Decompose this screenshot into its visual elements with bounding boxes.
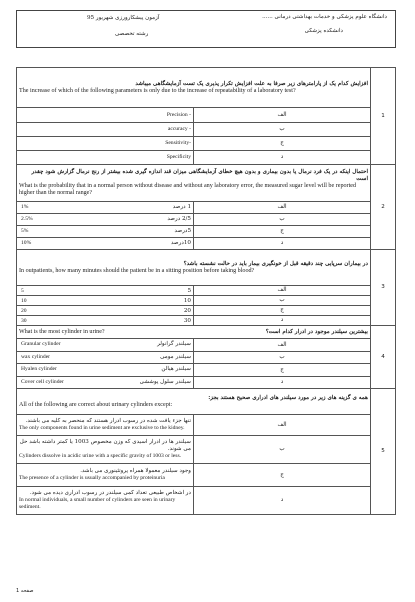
option-row[interactable] <box>17 108 396 123</box>
option-text-fa: سیلندر سلول پوششی <box>139 379 191 385</box>
option-text-cell <box>17 214 194 226</box>
option-letter: ج <box>194 464 371 487</box>
question-row <box>17 68 396 108</box>
option-letter: الف <box>194 415 371 436</box>
option-text-cell <box>17 377 194 389</box>
option-letter: ج <box>194 137 371 151</box>
option-text-fa: سیلندر هیالن <box>161 366 191 372</box>
option-letter: ج <box>194 364 371 377</box>
question-number: 3 <box>371 250 396 326</box>
option-text-en: Granular cylinder <box>21 341 61 347</box>
option-text-cell <box>17 352 194 364</box>
option-text-fa: وجود سیلندر معمولا همراه پروتئینوری می باشد. <box>80 468 191 474</box>
option-text-en: wax cylinder <box>21 354 51 360</box>
option-letter: ب <box>194 436 371 464</box>
option-text-fa: 20 <box>183 308 191 314</box>
option-text-fa: 10درصد <box>170 240 191 246</box>
option-text-fa: 2/5 درصد <box>167 216 191 222</box>
option-text-fa: سیلندر گرانولر <box>157 341 191 347</box>
option-row[interactable] <box>17 226 396 238</box>
option-row[interactable] <box>17 123 396 137</box>
option-text-en: 10% <box>21 240 32 246</box>
option-letter: د <box>194 238 371 250</box>
option-text-fa: در اشخاص طبیعی تعداد کمی سیلندر در رسوب ادراری دیده می شود. <box>29 490 191 496</box>
option-text-fa: تنها جزء یافت شده در رسوب ادرار هستند که منحصر به کلیه می باشند. <box>25 418 191 424</box>
option-row[interactable] <box>17 306 396 316</box>
option-text-en: Cover cell cylinder <box>21 379 64 385</box>
option-text-cell <box>17 436 194 464</box>
option-text-en: 30 <box>21 318 27 324</box>
option-text-cell <box>17 464 194 487</box>
option-text-en: 5 <box>21 288 24 294</box>
question-stem <box>17 389 371 415</box>
option-row[interactable] <box>17 352 396 364</box>
option-letter: د <box>194 487 371 515</box>
option-row[interactable] <box>17 436 396 464</box>
option-letter: ب <box>194 296 371 306</box>
option-text-cell <box>17 364 194 377</box>
option-row[interactable] <box>17 214 396 226</box>
option-letter: ج <box>194 226 371 238</box>
question-stem <box>17 250 371 286</box>
option-row[interactable] <box>17 364 396 377</box>
option-row[interactable] <box>17 316 396 326</box>
option-text-fa: 30 <box>183 318 191 324</box>
option-text: Specificity <box>166 154 191 160</box>
option-text-cell <box>17 339 194 352</box>
option-text-cell <box>17 238 194 250</box>
question-number: 2 <box>371 165 396 250</box>
question-row <box>17 326 396 339</box>
question-stem <box>17 68 371 108</box>
option-text-cell <box>17 202 194 214</box>
question-text-fa: افزایش کدام یک از پارامترهای زیر صرفا به علت افزایش تکرار پذیری یک تست آزمایشگاهی میباشد <box>135 80 368 87</box>
option-letter: ب <box>194 352 371 364</box>
exam-field: رشته تخصصی <box>115 31 149 37</box>
option-letter: ب <box>194 123 371 137</box>
option-text-en: The presence of a cylinder is usually accompanied by proteinuria <box>19 475 165 481</box>
question-row <box>17 250 396 286</box>
option-row[interactable] <box>17 202 396 214</box>
option-text-cell <box>17 487 194 515</box>
option-text: Precision - <box>166 111 191 118</box>
question-text-en: All of the following are correct about urinary cylinders except: <box>19 401 173 408</box>
question-row <box>17 389 396 415</box>
option-letter: د <box>194 151 371 165</box>
page-number: صفحه 1 <box>16 588 34 594</box>
exam-header <box>16 10 396 48</box>
option-letter: د <box>194 377 371 389</box>
question-stem <box>17 165 371 202</box>
option-row[interactable] <box>17 464 396 487</box>
option-text-en: The only components found in urine sediment are exclusive to the kidney. <box>19 425 185 431</box>
option-row[interactable] <box>17 286 396 296</box>
option-text-en: 1% <box>21 204 29 210</box>
question-text-fa: در بیماران سرپایی چند دقیقه قبل از خونگیری بیمار باید در حالت نشسته باشد؟ <box>183 260 368 267</box>
option-text-en: In normal individuals, a small number of cylinders are seen in urinary sediment. <box>19 497 176 510</box>
option-text-en: 10 <box>21 298 27 304</box>
question-row <box>17 165 396 202</box>
option-row[interactable] <box>17 487 396 515</box>
questions-table <box>16 67 396 515</box>
question-number: 5 <box>371 389 396 515</box>
option-text-cell <box>17 306 194 316</box>
exam-title: آزمون پیشکارورزی شهریور 95 <box>87 15 160 21</box>
option-letter: الف <box>194 202 371 214</box>
option-text-fa: 10 <box>183 298 191 304</box>
option-text-cell <box>17 316 194 326</box>
option-text-cell <box>17 108 194 123</box>
option-text-cell <box>17 137 194 151</box>
option-text-en: 5% <box>21 228 29 234</box>
option-letter: ج <box>194 306 371 316</box>
university-name: دانشگاه علوم پزشکی و خدمات بهداشتی درمانی ...... <box>262 14 387 20</box>
option-text-cell <box>17 415 194 436</box>
option-text-cell <box>17 286 194 296</box>
option-text-fa: سیلندر مومی <box>160 354 191 360</box>
option-letter: ب <box>194 214 371 226</box>
question-text-fa: همه ی گزینه های زیر در مورد سیلندر های ادراری صحیح هستند بجز: <box>208 394 368 401</box>
faculty-name: دانشکده پزشکی <box>304 28 343 34</box>
question-stem <box>17 326 371 339</box>
option-text-en: Cylinders dissolve in acidic urine with a specific gravity of 1003 or less. <box>19 453 182 459</box>
option-text-fa: 1 درصد <box>172 204 191 210</box>
option-text-fa: 5درصد <box>174 228 191 234</box>
exam-page <box>16 10 396 585</box>
option-text-cell <box>17 123 194 137</box>
question-text-en: What is the probability that in a normal person without disease and without any laboratory error, the measured sugar level will be reported higher than the normal range? <box>19 183 357 196</box>
option-text: Sensitivity- <box>165 140 191 146</box>
option-text-fa: 5 <box>187 288 191 294</box>
option-text-en: 20 <box>21 308 27 314</box>
option-row[interactable] <box>17 296 396 306</box>
option-text: accuracy - <box>167 126 191 132</box>
option-row[interactable] <box>17 151 396 165</box>
option-letter: د <box>194 316 371 326</box>
option-text-en: Hyalen cylinder <box>21 366 57 372</box>
question-number: 4 <box>371 326 396 389</box>
question-text-fa: بیشترین سیلندر موجود در ادرار کدام است؟ <box>265 328 368 335</box>
question-text-en: The increase of which of the following parameters is only due to the increase of repeatability of a laboratory test? <box>19 87 296 94</box>
option-row[interactable] <box>17 238 396 250</box>
option-row[interactable] <box>17 137 396 151</box>
option-row[interactable] <box>17 415 396 436</box>
option-text-cell <box>17 296 194 306</box>
question-text-fa: احتمال اینکه در یک فرد نرمال یا بدون بیماری و بدون هیچ خطای آزمایشگاهی میزان قند اندازه گیری شده بیشتر از رنج نرمال گزارش شود چقدر است <box>31 169 368 182</box>
option-letter: الف <box>194 108 371 123</box>
option-letter: الف <box>194 339 371 352</box>
option-row[interactable] <box>17 339 396 352</box>
question-text-en: In outpatients, how many minutes should the patient be in a sitting position before taking blood? <box>19 267 255 274</box>
option-text-cell <box>17 151 194 165</box>
option-text-fa: سیلندر ها در ادرار اسیدی که وزن مخصوص 1003 یا کمتر داشته باشد حل می شوند. <box>19 439 191 452</box>
question-text-en: What is the most cylinder in urine? <box>19 328 105 335</box>
option-text-cell <box>17 226 194 238</box>
option-letter: الف <box>194 286 371 296</box>
option-row[interactable] <box>17 377 396 389</box>
question-number: 1 <box>371 68 396 165</box>
option-text-en: 2.5% <box>21 216 33 222</box>
